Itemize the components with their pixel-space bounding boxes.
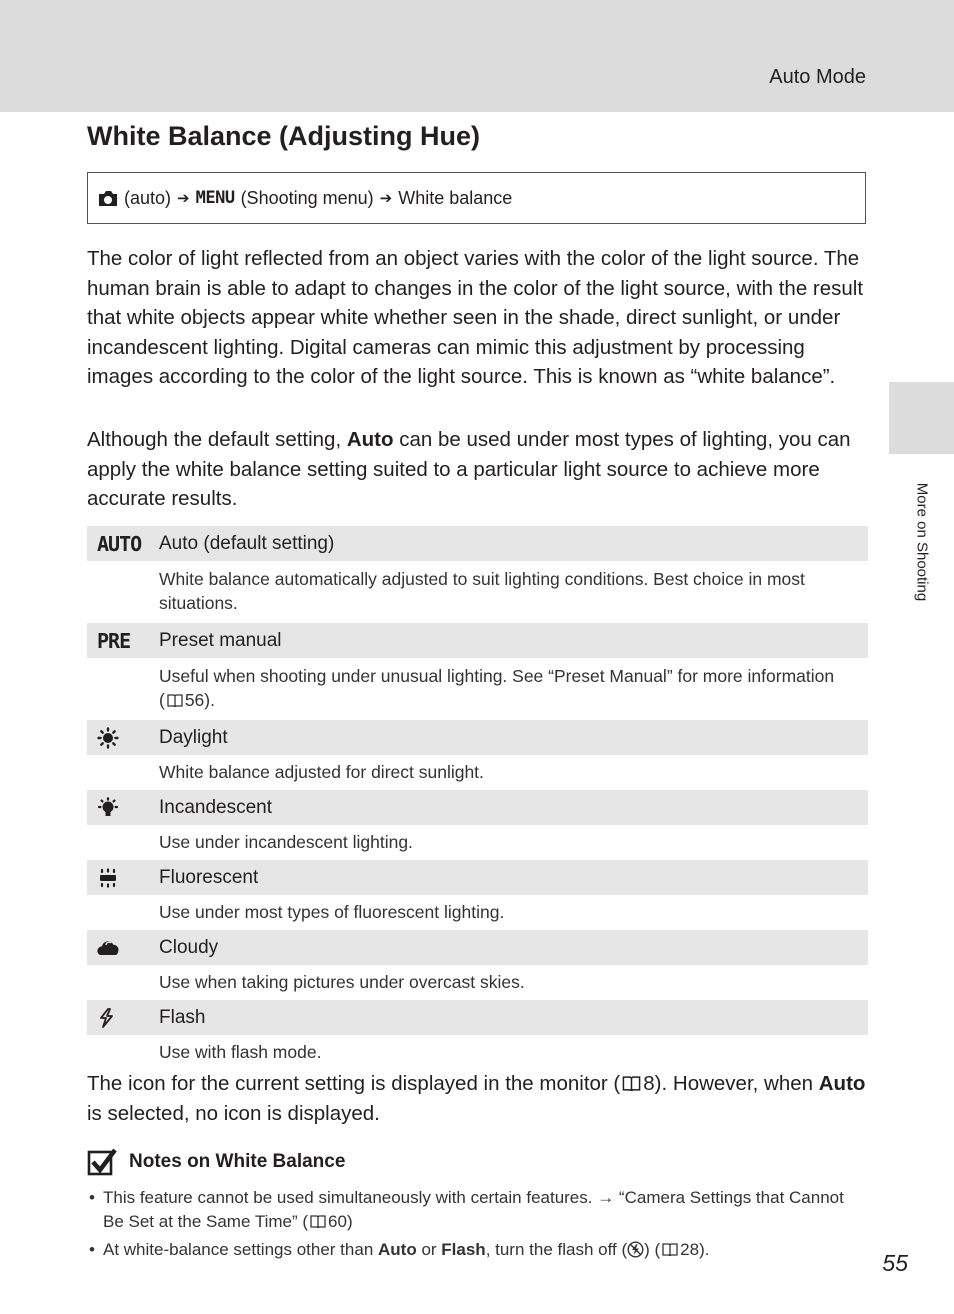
page-number: 55 bbox=[882, 1250, 908, 1276]
side-tab-label: More on Shooting bbox=[913, 482, 931, 602]
list-item: • At white-balance settings other than Auto or Flash, turn the flash off ( ) ( 28). bbox=[87, 1238, 867, 1262]
wb-name: Preset manual bbox=[159, 629, 282, 651]
wb-name: Flash bbox=[159, 1006, 206, 1028]
default-setting-paragraph: Although the default setting, Auto can be used under most types of lighting, you can apply the white balance setting suited to a particular light source to achieve more accurate results. bbox=[87, 428, 851, 510]
book-icon bbox=[167, 694, 183, 707]
intro-paragraph: The color of light reflected from an object varies with the color of the light source. The human brain is able to adapt to changes in the color of the light source, with the result that white objects appear white whether seen in the shade, direct sunlight, or under incandescent lighting. Digital cameras can mimic this adjustment by processing images according to the color of the light source. This is known as “white balance”. bbox=[87, 247, 864, 388]
wb-desc: Use with flash mode. bbox=[159, 1042, 322, 1062]
wb-name: Daylight bbox=[159, 726, 228, 748]
camera-icon bbox=[98, 189, 118, 207]
book-icon bbox=[310, 1215, 326, 1228]
preset-wb-icon: PRE bbox=[97, 628, 131, 653]
fluorescent-icon bbox=[97, 867, 119, 889]
book-icon bbox=[662, 1243, 678, 1256]
white-balance-label: White balance bbox=[398, 187, 513, 208]
book-icon bbox=[622, 1076, 641, 1091]
section-label: Auto Mode bbox=[769, 66, 866, 88]
auto-bold: Auto bbox=[818, 1072, 866, 1095]
wb-row-cloudy bbox=[87, 930, 868, 965]
wb-desc: Use when taking pictures under overcast skies. bbox=[159, 972, 525, 992]
menu-path bbox=[87, 172, 866, 224]
monitor-note-paragraph: The icon for the current setting is displayed in the monitor ( 8). However, when Auto is selected, no icon is displayed. bbox=[87, 1072, 866, 1125]
wb-name: Fluorescent bbox=[159, 866, 259, 888]
notes-title: Notes on White Balance bbox=[129, 1151, 346, 1172]
auto-wb-icon: AUTO bbox=[97, 531, 142, 556]
shooting-menu-label: (Shooting menu) bbox=[240, 187, 374, 208]
wb-name: Incandescent bbox=[159, 796, 273, 818]
white-balance-table bbox=[87, 526, 868, 1070]
arrow-icon: ➔ bbox=[177, 190, 190, 207]
flash-icon bbox=[97, 1007, 117, 1029]
auto-label: (auto) bbox=[124, 187, 172, 208]
wb-row-preset bbox=[87, 623, 868, 658]
wb-desc: Use under incandescent lighting. bbox=[159, 832, 413, 852]
daylight-icon bbox=[97, 727, 119, 749]
list-item: • This feature cannot be used simultaneously with certain features. → “Camera Settings that Cannot Be Set at the Same Time” ( 60) bbox=[87, 1186, 867, 1234]
wb-row-incandescent bbox=[87, 790, 868, 825]
wb-row-flash bbox=[87, 1000, 868, 1035]
wb-row-fluorescent bbox=[87, 860, 868, 895]
notes-heading bbox=[87, 1148, 345, 1176]
wb-desc: Useful when shooting under unusual lighting. See “Preset Manual” for more information ( 56). bbox=[159, 666, 835, 710]
wb-name: Cloudy bbox=[159, 936, 219, 958]
wb-name: Auto (default setting) bbox=[159, 532, 335, 554]
header-band bbox=[0, 0, 954, 112]
wb-row-auto bbox=[87, 526, 868, 561]
auto-bold: Auto bbox=[346, 428, 394, 451]
notes-list bbox=[87, 1186, 867, 1266]
page-title: White Balance (Adjusting Hue) bbox=[87, 121, 481, 151]
wb-desc: White balance automatically adjusted to suit lighting conditions. Best choice in most situations. bbox=[159, 569, 805, 613]
side-tab bbox=[889, 382, 954, 454]
incandescent-icon bbox=[97, 797, 119, 819]
wb-desc: White balance adjusted for direct sunlight. bbox=[159, 762, 484, 782]
wb-row-daylight bbox=[87, 720, 868, 755]
menu-icon: MENU bbox=[195, 188, 235, 208]
wb-desc: Use under most types of fluorescent lighting. bbox=[159, 902, 505, 922]
checkmark-note-icon bbox=[87, 1148, 117, 1176]
cloudy-icon bbox=[97, 937, 121, 959]
arrow-icon: ➔ bbox=[379, 190, 393, 207]
flash-off-icon bbox=[627, 1241, 644, 1258]
